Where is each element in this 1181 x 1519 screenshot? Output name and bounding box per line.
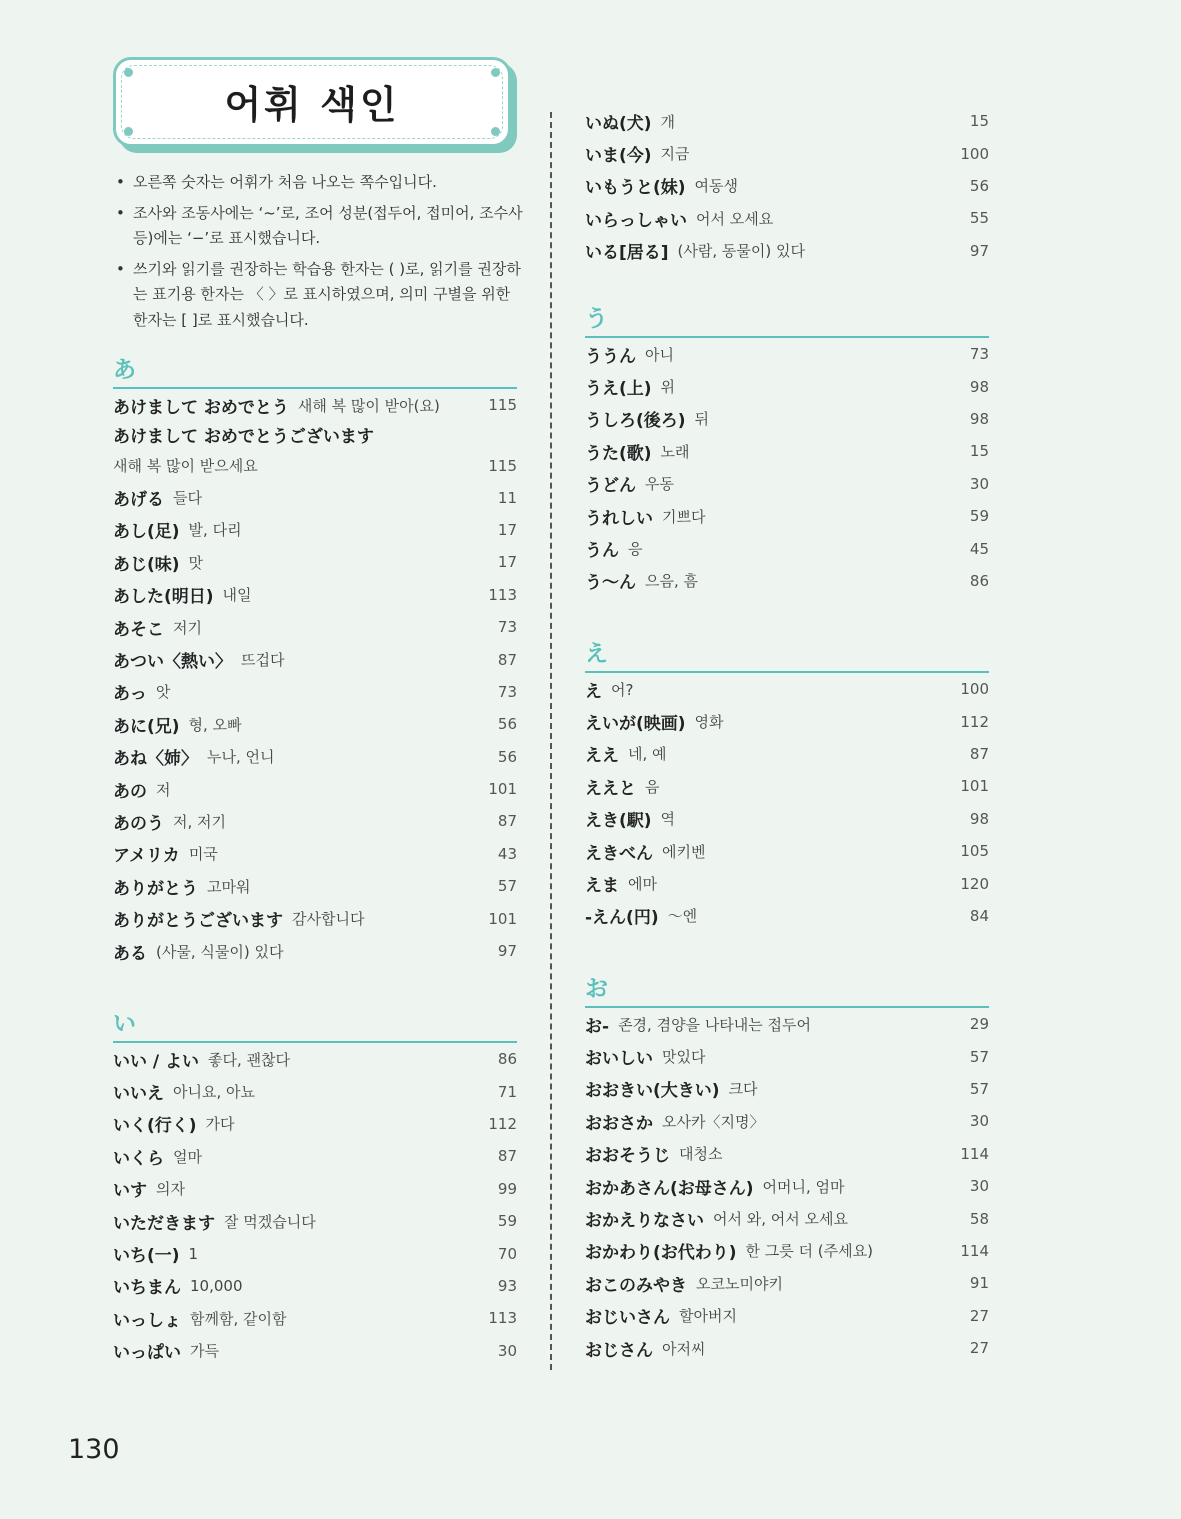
index-entry — [113, 741, 517, 773]
japanese-term: お- — [585, 1016, 610, 1037]
page-reference: 56 — [497, 747, 517, 766]
japanese-term: いっしょ — [113, 1310, 181, 1331]
index-entry — [113, 579, 517, 611]
page-reference: 56 — [497, 715, 517, 734]
korean-meaning: 에마 — [628, 875, 657, 894]
note-item: • 쓰기와 읽기를 권장하는 학습용 한자는 ( )로, 읽기를 권장하는 표기용 한자는 〈 〉로 표시하였으며, 의미 구별을 위한 한자는 [ ]로 표시했습니다. — [113, 257, 523, 334]
korean-meaning: 형, 오빠 — [188, 715, 242, 734]
japanese-term: おいしい — [585, 1049, 653, 1070]
page-reference: 71 — [497, 1082, 517, 1101]
index-entry — [585, 435, 989, 467]
page-reference: 86 — [497, 1050, 517, 1069]
japanese-term: うん — [585, 541, 619, 562]
japanese-term: うどん — [585, 476, 636, 497]
korean-meaning: 음 — [645, 777, 660, 796]
index-entry — [113, 389, 517, 421]
index-entry — [113, 611, 517, 643]
index-entry — [585, 338, 989, 370]
japanese-term: あけまして おめでとう — [113, 397, 289, 418]
japanese-term: うしろ(後ろ) — [585, 411, 686, 432]
page-reference: 15 — [969, 442, 989, 461]
japanese-term: ううん — [585, 346, 636, 367]
usage-notes — [113, 170, 523, 338]
section-e — [585, 639, 989, 932]
korean-meaning: 역 — [660, 810, 676, 829]
section-a — [113, 355, 517, 967]
page-number: 130 — [68, 1434, 120, 1465]
index-entry — [113, 773, 517, 805]
index-entry — [585, 835, 989, 867]
korean-meaning: 의자 — [156, 1180, 185, 1199]
page-reference: 73 — [969, 345, 989, 364]
page-reference: 27 — [969, 1306, 989, 1325]
index-entry — [585, 565, 989, 597]
japanese-term: おかあさん(お母さん) — [585, 1178, 754, 1199]
page-reference: 97 — [969, 241, 989, 260]
page-reference: 87 — [969, 744, 989, 763]
japanese-term: あのう — [113, 813, 164, 834]
page-reference: 91 — [969, 1274, 989, 1293]
page-reference: 59 — [497, 1212, 517, 1231]
page-reference: 115 — [488, 457, 517, 476]
index-entry — [113, 805, 517, 837]
page-reference: 87 — [497, 650, 517, 669]
japanese-term: おかわり(お代わり) — [585, 1243, 737, 1264]
index-entry — [585, 1040, 989, 1072]
japanese-term: あに(兄) — [113, 716, 180, 737]
section-o — [585, 974, 989, 1364]
korean-meaning: 응 — [628, 540, 643, 559]
page-reference: 87 — [497, 812, 517, 831]
korean-meaning: 할아버지 — [679, 1307, 737, 1326]
korean-meaning: 에키벤 — [662, 842, 706, 861]
index-entry — [113, 1173, 517, 1205]
korean-meaning: 1 — [188, 1244, 199, 1263]
note-item: • 조사와 조동사에는 ‘~’로, 조어 성분(접두어, 접미어, 조수사 등)에는 ‘−’로 표시했습니다. — [113, 201, 523, 252]
japanese-term: -えん(円) — [585, 908, 659, 929]
japanese-term: うた(歌) — [585, 443, 652, 464]
korean-meaning: 여동생 — [694, 177, 739, 196]
page-reference: 98 — [969, 409, 989, 428]
index-entry — [113, 481, 517, 513]
page-reference: 73 — [497, 682, 517, 701]
page-reference: 30 — [969, 1177, 989, 1196]
korean-meaning: 아니요, 아뇨 — [173, 1083, 255, 1102]
korean-meaning: 오코노미야키 — [696, 1274, 783, 1293]
page-reference: 45 — [969, 539, 989, 558]
korean-meaning: ～엔 — [667, 907, 698, 926]
index-entry — [585, 705, 989, 737]
index-entry — [585, 202, 989, 234]
index-entry — [585, 1202, 989, 1234]
index-entry — [585, 370, 989, 402]
japanese-term: うえ(上) — [585, 379, 652, 400]
japanese-term: あげる — [113, 490, 164, 511]
japanese-term: いく(行く) — [113, 1116, 197, 1137]
japanese-term: いもうと(妹) — [585, 178, 686, 199]
index-entry — [113, 1237, 517, 1269]
japanese-term: あっ — [113, 684, 147, 705]
page-reference: 59 — [969, 507, 989, 526]
page-reference: 113 — [488, 1309, 517, 1328]
index-entry — [113, 1140, 517, 1172]
korean-meaning: 들다 — [173, 489, 202, 508]
section-heading: え — [585, 639, 989, 673]
index-entry — [113, 1335, 517, 1367]
page-reference: 100 — [960, 680, 989, 699]
page-reference: 112 — [960, 712, 989, 731]
japanese-term: いただきます — [113, 1213, 215, 1234]
japanese-term: あし(足) — [113, 522, 180, 543]
page-reference: 55 — [969, 209, 989, 228]
page-reference: 114 — [960, 1241, 989, 1260]
korean-meaning: 어서 오세요 — [696, 209, 774, 228]
page-reference: 17 — [497, 520, 517, 539]
korean-meaning: 우동 — [645, 475, 674, 494]
korean-meaning: 아니 — [645, 345, 674, 364]
page-reference: 101 — [488, 909, 517, 928]
index-entry — [113, 1075, 517, 1107]
page-reference: 58 — [969, 1209, 989, 1228]
page-reference: 43 — [497, 844, 517, 863]
section-i — [113, 1009, 517, 1367]
index-entry — [585, 1235, 989, 1267]
korean-meaning: 가다 — [205, 1115, 235, 1134]
index-entry — [113, 421, 517, 481]
index-entry — [585, 673, 989, 705]
japanese-term: う～ん — [585, 573, 636, 594]
korean-meaning: 감사합니다 — [292, 910, 365, 929]
japanese-term: いらっしゃい — [585, 210, 687, 231]
index-entry — [113, 870, 517, 902]
korean-meaning: 저 — [156, 780, 171, 799]
page-reference: 57 — [497, 877, 517, 896]
index-entry — [113, 514, 517, 546]
title-banner — [113, 57, 511, 147]
page-reference: 30 — [969, 1112, 989, 1131]
korean-meaning: 뜨겁다 — [241, 651, 285, 670]
index-entry — [113, 1302, 517, 1334]
index-entry — [585, 235, 989, 267]
korean-meaning: 저, 저기 — [173, 812, 227, 831]
index-entry — [113, 643, 517, 675]
page-reference: 84 — [969, 906, 989, 925]
korean-meaning: 발, 다리 — [188, 521, 242, 540]
page-reference: 115 — [488, 396, 517, 415]
page-reference: 57 — [969, 1079, 989, 1098]
japanese-term: いぬ(犬) — [585, 113, 652, 134]
page-reference: 86 — [969, 571, 989, 590]
japanese-term: いち(一) — [113, 1246, 180, 1267]
index-entry — [585, 170, 989, 202]
korean-meaning: 10,000 — [190, 1276, 243, 1295]
korean-meaning: 저기 — [173, 618, 202, 637]
japanese-term: いる[居る] — [585, 243, 669, 264]
japanese-term: いいえ — [113, 1084, 164, 1105]
japanese-term: えきべん — [585, 843, 653, 864]
index-entry — [585, 500, 989, 532]
korean-meaning: 위 — [660, 378, 676, 397]
index-entry — [585, 1170, 989, 1202]
japanese-term: ええ — [585, 746, 619, 767]
index-entry — [585, 137, 989, 169]
index-entry — [585, 738, 989, 770]
japanese-term: え — [585, 681, 602, 702]
page-reference: 101 — [488, 780, 517, 799]
korean-meaning: 어머니, 엄마 — [762, 1177, 845, 1196]
japanese-term: おじさん — [585, 1340, 653, 1361]
column-divider — [550, 112, 552, 1370]
note-item: • 오른쪽 숫자는 어휘가 처음 나오는 쪽수입니다. — [113, 170, 523, 196]
index-entry — [113, 1270, 517, 1302]
index-entry — [585, 403, 989, 435]
page-reference: 98 — [969, 809, 989, 828]
index-entry — [585, 1332, 989, 1364]
section-heading: う — [585, 304, 989, 338]
page-reference: 11 — [497, 488, 517, 507]
index-entry — [113, 1205, 517, 1237]
korean-meaning: 뒤 — [694, 410, 710, 429]
japanese-term: いす — [113, 1181, 147, 1202]
page-reference: 30 — [497, 1341, 517, 1360]
index-entry — [113, 708, 517, 740]
korean-meaning: 어서 와, 어서 오세요 — [713, 1210, 848, 1229]
japanese-term: おじいさん — [585, 1308, 670, 1329]
index-entry — [113, 1043, 517, 1075]
korean-meaning: 맛있다 — [662, 1048, 706, 1067]
page-reference: 73 — [497, 618, 517, 637]
section-heading: あ — [113, 355, 517, 389]
korean-meaning: 미국 — [188, 845, 218, 864]
page-reference: 99 — [497, 1179, 517, 1198]
korean-meaning: 어? — [611, 680, 634, 699]
korean-meaning: 새해 복 많이 받아(요) — [297, 396, 440, 415]
japanese-term: ありがとう — [113, 878, 198, 899]
index-entry — [113, 676, 517, 708]
japanese-term: ありがとうございます — [113, 911, 283, 932]
japanese-term: あの — [113, 781, 147, 802]
japanese-term: おおそうじ — [585, 1146, 670, 1167]
page-reference: 101 — [960, 777, 989, 796]
page-reference: 15 — [969, 112, 989, 131]
index-entry — [113, 546, 517, 578]
japanese-term: いちまん — [113, 1278, 181, 1299]
page-reference: 93 — [497, 1276, 517, 1295]
japanese-term: えいが(映画) — [585, 714, 686, 735]
index-entry — [585, 1138, 989, 1170]
page-reference: 113 — [488, 585, 517, 604]
japanese-term: うれしい — [585, 508, 653, 529]
korean-meaning: 지금 — [660, 145, 690, 164]
japanese-term: いい / よい — [113, 1051, 200, 1072]
japanese-term: いま(今) — [585, 146, 652, 167]
japanese-term: あつい〈熱い〉 — [113, 652, 232, 673]
index-entry — [585, 105, 989, 137]
korean-meaning: 앗 — [155, 683, 171, 702]
page-reference: 70 — [497, 1244, 517, 1263]
index-entry — [113, 935, 517, 967]
korean-meaning: 맛 — [188, 553, 204, 572]
japanese-term: おおさか — [585, 1113, 653, 1134]
korean-meaning: 크다 — [728, 1080, 758, 1099]
korean-meaning: 내일 — [222, 586, 252, 605]
korean-meaning: 영화 — [694, 713, 724, 732]
korean-meaning: 네, 예 — [628, 745, 667, 764]
japanese-term: あけまして おめでとうございます — [113, 427, 374, 448]
korean-meaning: (사물, 식물이) 있다 — [156, 942, 284, 961]
index-entry — [585, 532, 989, 564]
japanese-term: ええと — [585, 778, 636, 799]
page-reference: 100 — [960, 144, 989, 163]
index-entry — [585, 1073, 989, 1105]
korean-meaning: 존경, 겸양을 나타내는 접두어 — [618, 1015, 812, 1034]
japanese-term: えま — [585, 876, 619, 897]
korean-meaning: 오사카〈지명〉 — [662, 1112, 765, 1131]
korean-meaning: 고마워 — [207, 877, 251, 896]
page-reference: 112 — [488, 1114, 517, 1133]
korean-meaning: 대청소 — [679, 1145, 723, 1164]
page-reference: 98 — [969, 377, 989, 396]
japanese-term: ある — [113, 943, 147, 964]
korean-meaning: 잘 먹겠습니다 — [224, 1212, 316, 1231]
section-u — [585, 304, 989, 597]
page-reference: 30 — [969, 474, 989, 493]
japanese-term: おおきい(大きい) — [585, 1081, 720, 1102]
index-entry — [113, 838, 517, 870]
index-entry — [585, 770, 989, 802]
index-entry — [113, 1108, 517, 1140]
page-reference: 114 — [960, 1144, 989, 1163]
index-entry — [585, 867, 989, 899]
japanese-term: いっぱい — [113, 1343, 181, 1364]
korean-meaning: 새해 복 많이 받으세요 — [113, 457, 258, 476]
japanese-term: あじ(味) — [113, 554, 180, 575]
index-entry — [585, 900, 989, 932]
korean-meaning: 기쁘다 — [662, 507, 706, 526]
page-reference: 105 — [960, 842, 989, 861]
korean-meaning: 누나, 언니 — [207, 748, 275, 767]
korean-meaning: 으음, 흠 — [645, 572, 699, 591]
index-entry — [585, 1267, 989, 1299]
korean-meaning: (사람, 동물이) 있다 — [677, 242, 805, 261]
japanese-term: いくら — [113, 1148, 164, 1169]
index-entry — [585, 1008, 989, 1040]
title-box — [113, 57, 511, 147]
japanese-term: おかえりなさい — [585, 1211, 704, 1232]
page-reference: 97 — [497, 942, 517, 961]
section-heading: お — [585, 974, 989, 1008]
page-reference: 17 — [497, 553, 517, 572]
japanese-term: アメリカ — [113, 846, 180, 867]
korean-meaning: 얼마 — [173, 1147, 202, 1166]
korean-meaning: 노래 — [660, 442, 690, 461]
index-entry — [585, 1300, 989, 1332]
page-reference: 56 — [969, 176, 989, 195]
korean-meaning: 좋다, 괜찮다 — [208, 1050, 291, 1069]
index-entry — [585, 803, 989, 835]
page-reference: 29 — [969, 1015, 989, 1034]
page-title: 어휘 색인 — [224, 83, 400, 127]
page-reference: 57 — [969, 1047, 989, 1066]
index-entry — [585, 1105, 989, 1137]
korean-meaning: 가득 — [190, 1342, 219, 1361]
page-reference: 120 — [960, 874, 989, 893]
section-heading: い — [113, 1009, 517, 1043]
japanese-term: えき(駅) — [585, 811, 652, 832]
page-reference: 87 — [497, 1147, 517, 1166]
japanese-term: あした(明日) — [113, 587, 214, 608]
index-entry — [585, 468, 989, 500]
korean-meaning: 아저씨 — [662, 1339, 706, 1358]
index-entry — [113, 902, 517, 934]
japanese-term: あそこ — [113, 619, 164, 640]
japanese-term: あね〈姉〉 — [113, 749, 198, 770]
korean-meaning: 한 그릇 더 (주세요) — [745, 1242, 873, 1261]
korean-meaning: 함께함, 같이함 — [190, 1309, 287, 1328]
japanese-term: おこのみやき — [585, 1275, 687, 1296]
page-reference: 27 — [969, 1339, 989, 1358]
section-i-continued — [585, 105, 989, 267]
korean-meaning: 개 — [660, 112, 676, 131]
